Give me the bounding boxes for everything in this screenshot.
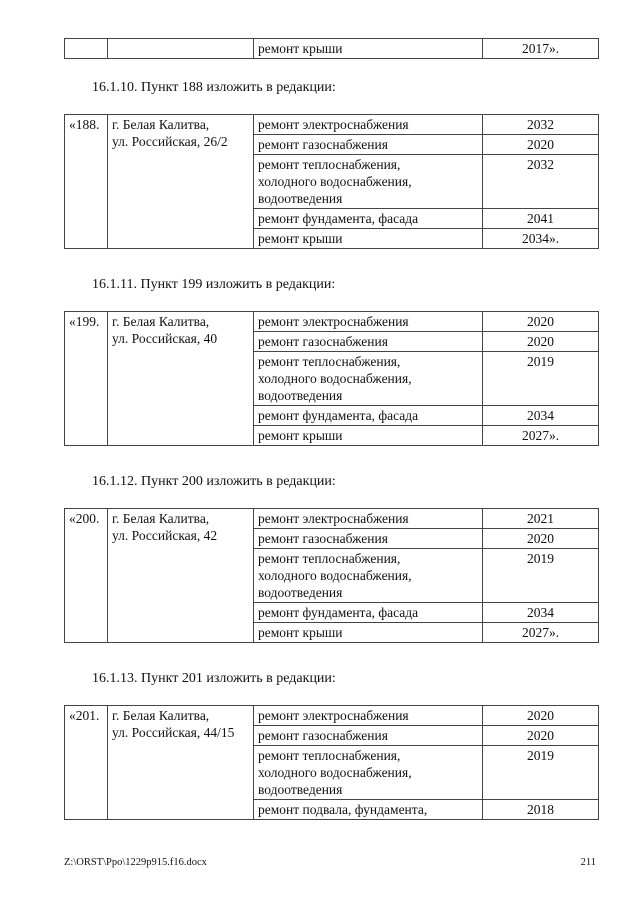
item-number: «200.	[65, 509, 108, 643]
work-cell: ремонт подвала, фундамента,	[254, 800, 483, 820]
year-cell: 2021	[483, 509, 599, 529]
work-cell: ремонт теплоснабжения, холодного водоснабжения, водоотведения	[254, 155, 483, 209]
num-cell	[65, 39, 108, 59]
work-cell: ремонт газоснабжения	[254, 726, 483, 746]
year-cell: 2027».	[483, 623, 599, 643]
work-cell: ремонт фундамента, фасада	[254, 603, 483, 623]
work-cell: ремонт газоснабжения	[254, 529, 483, 549]
section-heading: 16.1.13. Пункт 201 изложить в редакции:	[92, 671, 336, 686]
top-continuation-table	[64, 38, 599, 59]
section-table	[64, 705, 599, 820]
work-cell: ремонт электроснабжения	[254, 115, 483, 135]
table-row	[65, 706, 599, 726]
work-cell: ремонт крыши	[254, 623, 483, 643]
year-cell: 2020	[483, 726, 599, 746]
work-cell: ремонт теплоснабжения, холодного водоснабжения, водоотведения	[254, 746, 483, 800]
address-cell	[108, 39, 254, 59]
year-cell: 2020	[483, 529, 599, 549]
year-cell: 2027».	[483, 426, 599, 446]
work-cell: ремонт электроснабжения	[254, 509, 483, 529]
work-cell: ремонт теплоснабжения, холодного водоснабжения, водоотведения	[254, 352, 483, 406]
address-cell: г. Белая Калитва, ул. Российская, 44/15	[108, 706, 254, 820]
year-cell: 2020	[483, 312, 599, 332]
year-cell: 2034	[483, 603, 599, 623]
footer-file-path: Z:\ORST\Ppo\1229p915.f16.docx	[64, 857, 207, 868]
work-cell: ремонт электроснабжения	[254, 312, 483, 332]
section-heading: 16.1.10. Пункт 188 изложить в редакции:	[92, 80, 336, 95]
work-cell: ремонт электроснабжения	[254, 706, 483, 726]
table-row	[65, 115, 599, 135]
work-cell: ремонт фундамента, фасада	[254, 406, 483, 426]
section-heading: 16.1.11. Пункт 199 изложить в редакции:	[92, 277, 336, 292]
year-cell: 2032	[483, 115, 599, 135]
table-row	[65, 39, 599, 59]
address-cell: г. Белая Калитва, ул. Российская, 40	[108, 312, 254, 446]
section-heading: 16.1.12. Пункт 200 изложить в редакции:	[92, 474, 336, 489]
work-cell: ремонт крыши	[254, 39, 483, 59]
item-number: «201.	[65, 706, 108, 820]
year-cell: 2032	[483, 155, 599, 209]
year-cell: 2020	[483, 332, 599, 352]
item-number: «199.	[65, 312, 108, 446]
year-cell: 2019	[483, 746, 599, 800]
footer-page-number: 211	[580, 857, 596, 868]
year-cell: 2041	[483, 209, 599, 229]
year-cell: 2020	[483, 135, 599, 155]
table-row	[65, 312, 599, 332]
address-cell: г. Белая Калитва, ул. Российская, 26/2	[108, 115, 254, 249]
year-cell: 2034	[483, 406, 599, 426]
address-cell: г. Белая Калитва, ул. Российская, 42	[108, 509, 254, 643]
year-cell: 2017».	[483, 39, 599, 59]
work-cell: ремонт крыши	[254, 229, 483, 249]
section-table	[64, 508, 599, 643]
section-table	[64, 311, 599, 446]
work-cell: ремонт крыши	[254, 426, 483, 446]
work-cell: ремонт газоснабжения	[254, 135, 483, 155]
work-cell: ремонт фундамента, фасада	[254, 209, 483, 229]
section-table	[64, 114, 599, 249]
work-cell: ремонт теплоснабжения, холодного водоснабжения, водоотведения	[254, 549, 483, 603]
year-cell: 2034».	[483, 229, 599, 249]
work-cell: ремонт газоснабжения	[254, 332, 483, 352]
item-number: «188.	[65, 115, 108, 249]
year-cell: 2019	[483, 352, 599, 406]
year-cell: 2019	[483, 549, 599, 603]
year-cell: 2020	[483, 706, 599, 726]
year-cell: 2018	[483, 800, 599, 820]
table-row	[65, 509, 599, 529]
